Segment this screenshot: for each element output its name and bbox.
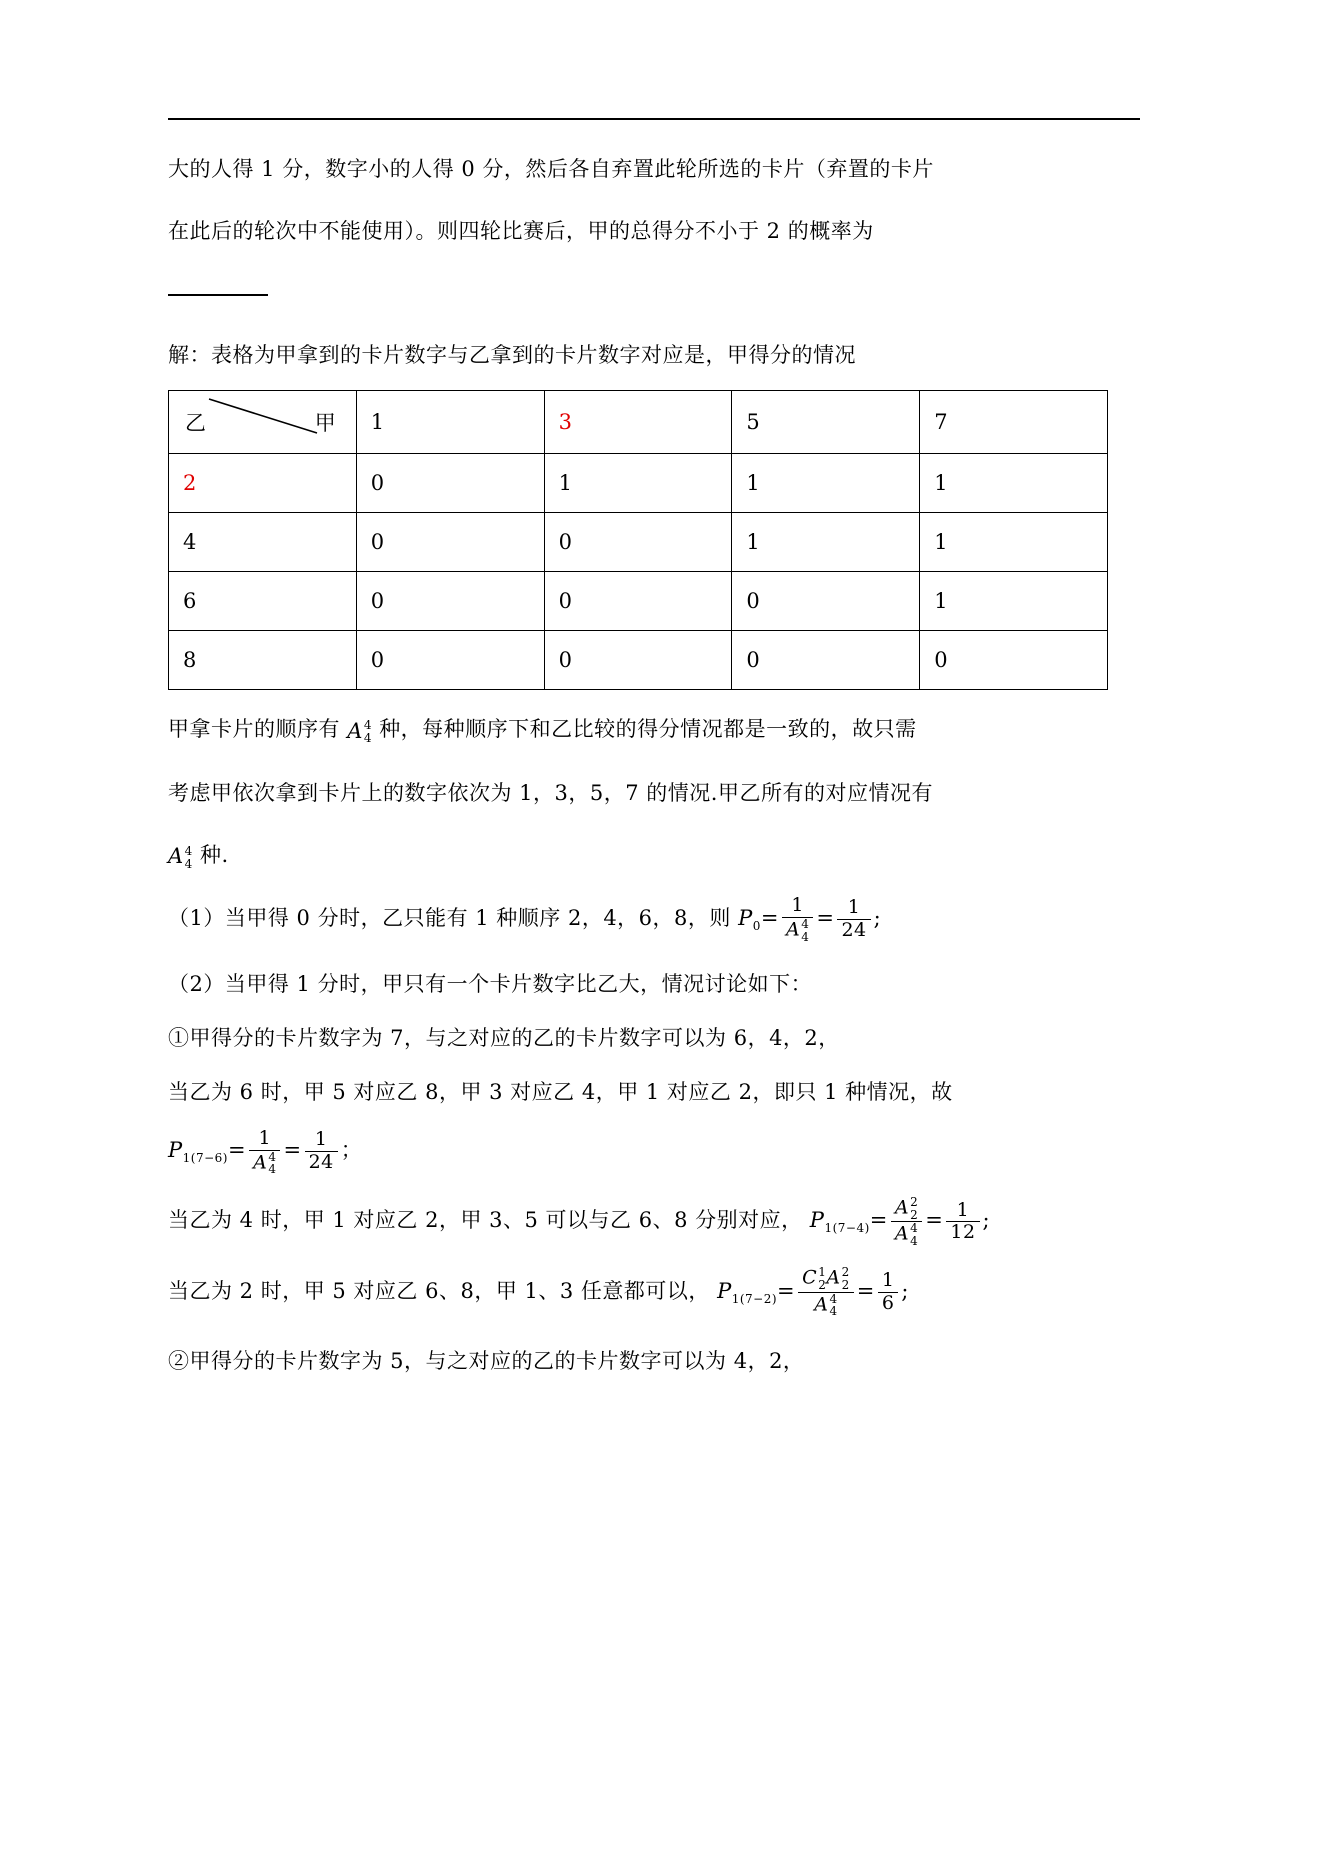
- fraction-one-over-a44: [782, 895, 813, 943]
- case-2-line-3-text: 当乙为 2 时，甲 5 对应乙 6、8，甲 1、3 任意都可以，: [168, 1278, 710, 1303]
- table-row-header-1: 2: [169, 454, 357, 513]
- equation-3-tail: ;: [901, 1278, 909, 1303]
- P-symbol: P: [738, 906, 753, 930]
- table-cell-r4c3: 0: [732, 631, 920, 690]
- header-rule: [168, 118, 1140, 120]
- table-row-header-4: 8: [169, 631, 357, 690]
- permutation-symbol-a44-2: [168, 827, 193, 885]
- A-sup: 4: [363, 718, 372, 733]
- fraction-one-over-a44: 1 A 4 4: [249, 1128, 280, 1176]
- case-2-line-2-text: 当乙为 4 时，甲 1 对应乙 2，甲 3、5 可以与乙 6、8 分别对应，: [168, 1208, 803, 1233]
- solution-intro: 解：表格为甲拿到的卡片数字与乙拿到的卡片数字对应是，甲得分的情况: [168, 343, 856, 367]
- table-cell-r4c2: 0: [544, 631, 732, 690]
- table-cell-r4c1: 0: [356, 631, 544, 690]
- equals-sign-2: =: [856, 1278, 875, 1303]
- equals-sign-2: =: [283, 1138, 302, 1163]
- table-col-header-3: 5: [732, 391, 920, 454]
- fraction-one-over-24: $\frac{1}{24}$: [837, 897, 870, 942]
- P-subscript: 1(7−6): [182, 1151, 228, 1166]
- fraction-one-over-6: $\frac{1}{6}$: [878, 1270, 899, 1315]
- table-row: [169, 631, 1108, 690]
- case-2-equation-1: [168, 1121, 1148, 1187]
- fraction-numerator: 1: [782, 895, 813, 918]
- table-cell-r2c1: 0: [356, 513, 544, 572]
- A-sup: 4: [184, 843, 193, 858]
- table-cell-r4c4: 0: [920, 631, 1108, 690]
- table-cell-r1c1: 0: [356, 454, 544, 513]
- table-row-header-3: 6: [169, 572, 357, 631]
- permutation-symbol-a44: [347, 702, 372, 760]
- table-cell-r2c4: 1: [920, 513, 1108, 572]
- corner-row-label: 乙: [185, 411, 206, 435]
- body-paragraph-2: 考虑甲依次拿到卡片上的数字依次为 1，3，5，7 的情况.甲乙所有的对应情况有: [168, 780, 933, 805]
- fraction-one-over-24: $\frac{1}{24}$: [305, 1129, 338, 1174]
- table-cell-r3c2: 0: [544, 572, 732, 631]
- P-subscript: 1(7−2): [731, 1291, 778, 1306]
- table-col-header-2: 3: [544, 391, 732, 454]
- table-cell-r3c3: 0: [732, 572, 920, 631]
- table-cell-r1c2: 1: [544, 454, 732, 513]
- case-1-tail: ;: [873, 906, 882, 930]
- table-row-header-2: 4: [169, 513, 357, 572]
- body-paragraph-1: [168, 700, 1148, 760]
- P-subscript: 1(7−4): [824, 1221, 870, 1236]
- score-table: [168, 390, 1108, 690]
- equation-p1-7-6: [168, 1126, 363, 1177]
- case-2-paragraph: （2）当甲得 1 分时，甲只有一个卡片数字比乙大，情况讨论如下：: [168, 972, 813, 997]
- table-row: [169, 454, 1108, 513]
- case-1-paragraph: [168, 889, 1148, 955]
- equals-sign-2: =: [816, 906, 835, 930]
- body-p3-text: 种.: [200, 842, 229, 867]
- document-content: [168, 140, 1148, 1394]
- A-symbol: A: [347, 718, 363, 743]
- intro-line-1: 大的人得 1 分，数字小的人得 0 分，然后各自弃置此轮所选的卡片（弃置的卡片: [168, 157, 934, 181]
- table-header-row: [169, 391, 1108, 454]
- body-paragraph-3: [168, 826, 1148, 886]
- table-cell-r3c4: 1: [920, 572, 1108, 631]
- P-symbol: P: [717, 1278, 732, 1303]
- case-2-line-2: [168, 1191, 1148, 1257]
- fraction-a22-over-a44: A 2 2 A 4 4: [891, 1196, 922, 1247]
- equals-sign-2: =: [925, 1208, 944, 1233]
- equation-p1-7-2: [717, 1265, 909, 1319]
- case-2-line-1: 当乙为 6 时，甲 5 对应乙 8，甲 3 对应乙 4，甲 1 对应乙 2，即只 1 种情况，故: [168, 1080, 953, 1105]
- fraction-c12a22-over-a44: C 1 2 A 2 2 A 4 4: [798, 1266, 854, 1317]
- equals-sign: =: [869, 1208, 888, 1233]
- P-subscript: 0: [752, 919, 761, 934]
- table-cell-r2c2: 0: [544, 513, 732, 572]
- equation-2-tail: ;: [982, 1208, 991, 1233]
- case-1-equation: [738, 894, 882, 944]
- A-sub: 4: [184, 856, 193, 871]
- intro-line-2: 在此后的轮次中不能使用）。则四轮比赛后，甲的总得分不小于 2 的概率为: [168, 219, 874, 243]
- equation-1-tail: ；: [340, 1138, 363, 1163]
- P-symbol: P: [809, 1208, 825, 1233]
- fraction-denominator: A 4 4: [785, 917, 810, 944]
- equation-p1-7-4: [809, 1195, 991, 1248]
- fraction-one-over-12: $\frac{1}{12}$: [946, 1200, 979, 1245]
- table-cell-r3c1: 0: [356, 572, 544, 631]
- case-2-item-2: ②甲得分的卡片数字为 5，与之对应的乙的卡片数字可以为 4，2，: [168, 1348, 805, 1373]
- answer-blank: [168, 293, 268, 296]
- table-col-header-4: 7: [920, 391, 1108, 454]
- A-symbol: A: [168, 844, 184, 868]
- case-2-line-3: [168, 1262, 1148, 1328]
- table-cell-r1c4: 1: [920, 454, 1108, 513]
- equals-sign: =: [760, 906, 779, 930]
- corner-diagonal-line: [209, 399, 319, 435]
- corner-col-label: 甲: [314, 411, 336, 435]
- answer-blank-line: [168, 264, 1148, 322]
- table-row: [169, 572, 1108, 631]
- table-cell-r2c3: 1: [732, 513, 920, 572]
- table-row: [169, 513, 1108, 572]
- A-sub: 4: [363, 731, 372, 745]
- P-symbol: P: [168, 1138, 183, 1163]
- case-2-item-1: ①甲得分的卡片数字为 7，与之对应的乙的卡片数字可以为 6，4，2，: [168, 1026, 840, 1051]
- body-p1-text-a: 甲拿卡片的顺序有: [168, 717, 340, 741]
- case-1-text: （1）当甲得 0 分时，乙只能有 1 种顺序 2，4，6，8，则: [168, 906, 731, 930]
- body-p1-text-b: 种，每种顺序下和乙比较的得分情况都是一致的，故只需: [379, 717, 917, 741]
- equals-sign: =: [777, 1278, 796, 1303]
- equals-sign: =: [227, 1138, 247, 1163]
- table-corner-cell: [169, 391, 357, 454]
- table-col-header-1: 1: [356, 391, 544, 454]
- table-cell-r1c3: 1: [732, 454, 920, 513]
